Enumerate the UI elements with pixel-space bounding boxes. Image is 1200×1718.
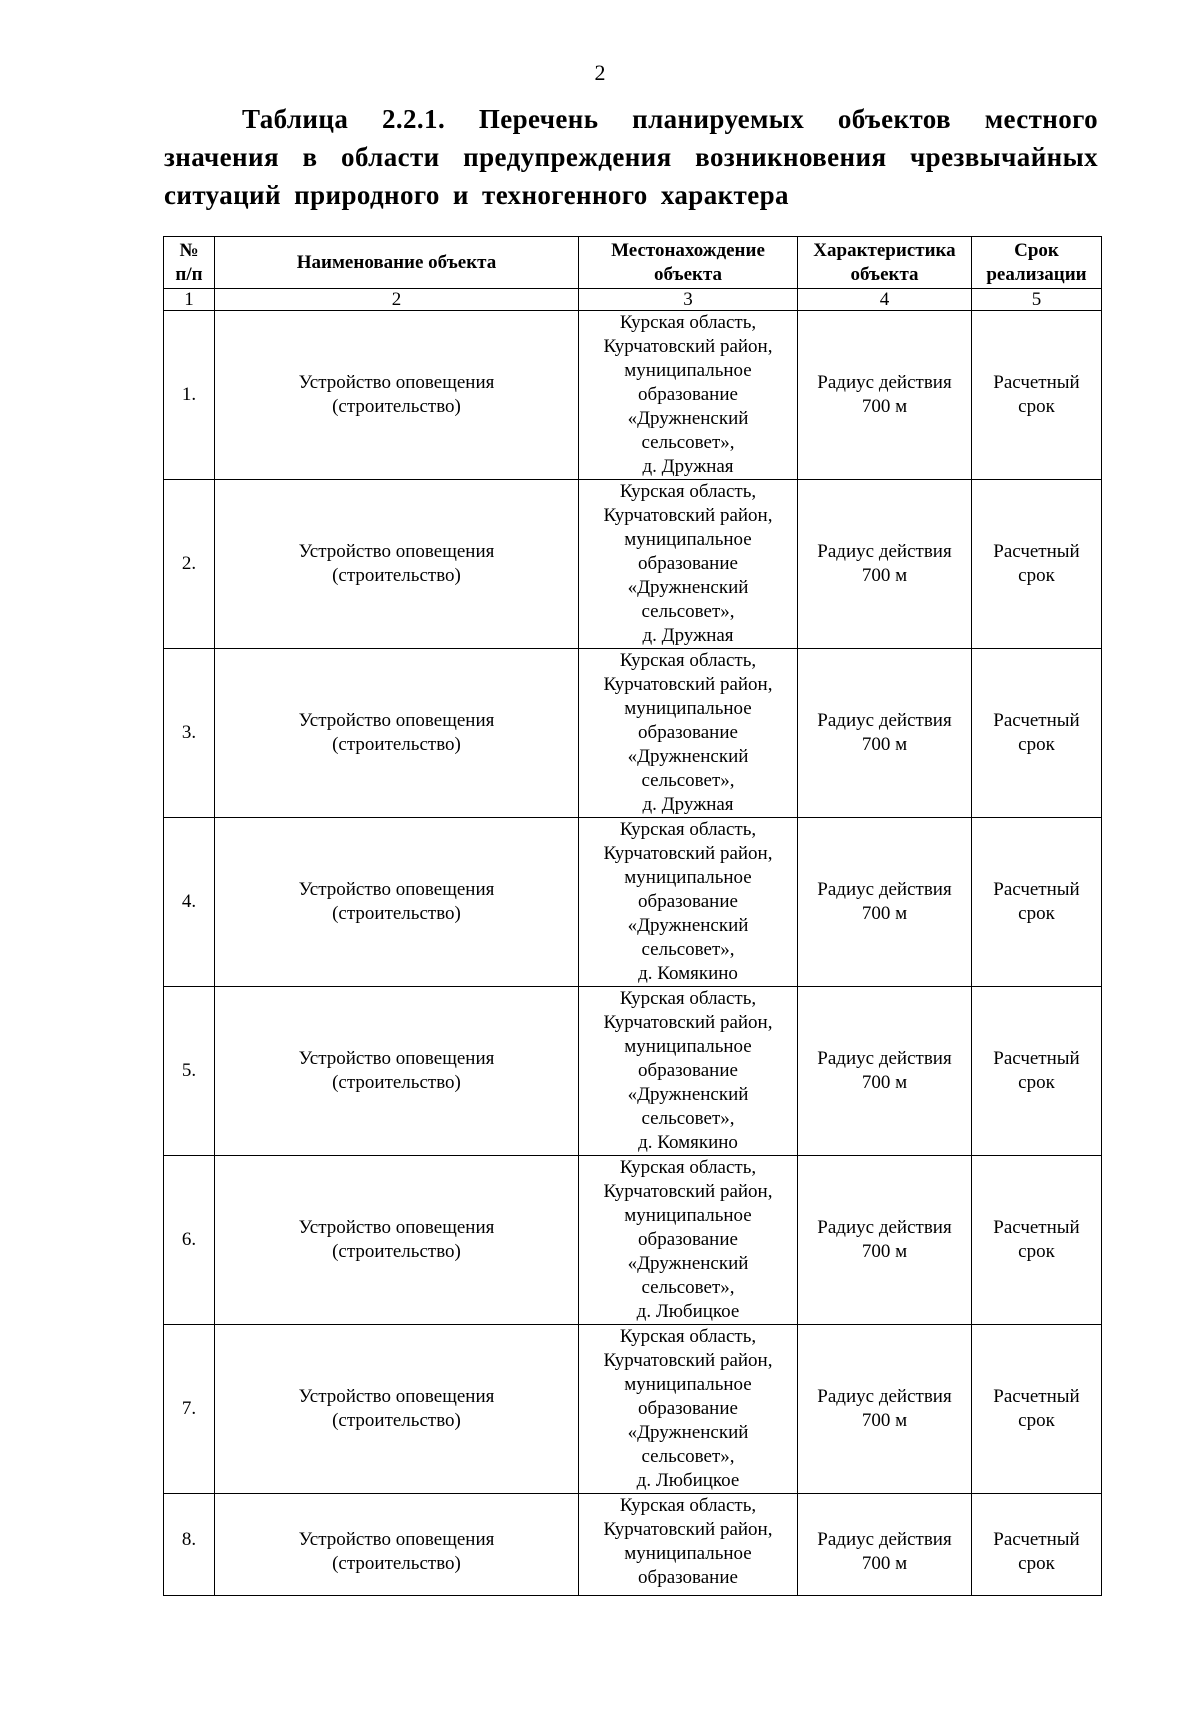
cell-location — [579, 987, 798, 1156]
cell-line: Устройство оповещения — [298, 710, 495, 731]
cell-line: 700 м — [861, 1553, 908, 1574]
cell-characteristic — [798, 818, 972, 987]
cell-line: Курская область, — [619, 819, 757, 840]
cell-line: Радиус действия — [817, 372, 952, 393]
cell-line: «Дружненский — [627, 915, 749, 936]
cell-line: Курчатовский район, — [603, 336, 773, 357]
cell-line: Курская область, — [619, 312, 757, 333]
cell-term — [972, 1325, 1102, 1494]
cell-name — [215, 1156, 579, 1325]
cell-line: (строительство) — [332, 1072, 461, 1093]
cell-name — [215, 311, 579, 480]
table-row — [164, 987, 1102, 1156]
cell-line: 700 м — [861, 1241, 908, 1262]
cell-line: Устройство оповещения — [298, 1529, 495, 1550]
cell-num: 7. — [164, 1325, 215, 1494]
cell-line: образование — [638, 891, 738, 912]
cell-characteristic — [798, 480, 972, 649]
cell-line: д. Дружная — [642, 625, 734, 646]
cell-characteristic — [798, 649, 972, 818]
cell-line: Курчатовский район, — [603, 674, 773, 695]
cell-term — [972, 987, 1102, 1156]
cell-line: д. Комякино — [638, 1132, 738, 1153]
cell-characteristic — [798, 1325, 972, 1494]
cell-line: срок — [1018, 1410, 1055, 1431]
cell-line: Радиус действия — [817, 710, 952, 731]
table-body — [164, 311, 1102, 1596]
cell-line: муниципальное — [624, 867, 752, 888]
cell-line: (строительство) — [332, 396, 461, 417]
cell-line: образование — [638, 1229, 738, 1250]
cell-location — [579, 1325, 798, 1494]
table-row — [164, 818, 1102, 987]
cell-line: «Дружненский — [627, 1422, 749, 1443]
cell-characteristic — [798, 1494, 972, 1596]
cell-line: образование — [638, 1567, 738, 1588]
cell-name — [215, 1325, 579, 1494]
cell-line: Курская область, — [619, 1157, 757, 1178]
cell-line: образование — [638, 722, 738, 743]
cell-line: (строительство) — [332, 1241, 461, 1262]
cell-line: срок — [1018, 734, 1055, 755]
column-number: 3 — [579, 289, 798, 311]
cell-line: Расчетный — [993, 1386, 1080, 1407]
cell-term — [972, 818, 1102, 987]
cell-location — [579, 818, 798, 987]
column-number: 1 — [164, 289, 215, 311]
cell-line: образование — [638, 1060, 738, 1081]
cell-line: Устройство оповещения — [298, 372, 495, 393]
cell-line: Радиус действия — [817, 1217, 952, 1238]
cell-characteristic — [798, 987, 972, 1156]
cell-line: «Дружненский — [627, 1253, 749, 1274]
header-num: № п/п — [164, 237, 215, 289]
column-number: 4 — [798, 289, 972, 311]
table-row — [164, 480, 1102, 649]
cell-line: Радиус действия — [817, 541, 952, 562]
cell-num: 2. — [164, 480, 215, 649]
column-number: 5 — [972, 289, 1102, 311]
cell-num: 5. — [164, 987, 215, 1156]
cell-line: Устройство оповещения — [298, 1386, 495, 1407]
table-row — [164, 649, 1102, 818]
cell-line: (строительство) — [332, 565, 461, 586]
cell-line: Курчатовский район, — [603, 1181, 773, 1202]
cell-line: сельсовет», — [641, 1108, 735, 1129]
cell-line: Расчетный — [993, 541, 1080, 562]
table-title: Таблица 2.2.1. Перечень планируемых объектов местного значения в области предупреждения возникновения чрезвычайных ситуаций природного и техногенного характера — [164, 104, 1098, 210]
cell-line: Радиус действия — [817, 1529, 952, 1550]
cell-line: Радиус действия — [817, 879, 952, 900]
cell-line: Расчетный — [993, 1529, 1080, 1550]
header-location: Местонахождение объекта — [579, 237, 798, 289]
cell-line: Расчетный — [993, 372, 1080, 393]
column-number-row — [164, 289, 1102, 311]
cell-name — [215, 818, 579, 987]
cell-location — [579, 649, 798, 818]
column-number: 2 — [215, 289, 579, 311]
cell-line: «Дружненский — [627, 746, 749, 767]
table-row — [164, 1494, 1102, 1596]
cell-line: Курская область, — [619, 1495, 757, 1516]
cell-line: муниципальное — [624, 1543, 752, 1564]
cell-location — [579, 480, 798, 649]
cell-line: д. Дружная — [642, 456, 734, 477]
cell-line: «Дружненский — [627, 1084, 749, 1105]
table-row — [164, 1325, 1102, 1494]
cell-line: Расчетный — [993, 710, 1080, 731]
cell-line: д. Любицкое — [636, 1301, 740, 1322]
cell-line: «Дружненский — [627, 408, 749, 429]
cell-line: Устройство оповещения — [298, 541, 495, 562]
cell-line: срок — [1018, 396, 1055, 417]
cell-line: образование — [638, 553, 738, 574]
cell-location — [579, 1156, 798, 1325]
cell-line: срок — [1018, 1072, 1055, 1093]
cell-line: Курчатовский район, — [603, 1012, 773, 1033]
cell-line: (строительство) — [332, 734, 461, 755]
cell-line: срок — [1018, 903, 1055, 924]
cell-line: сельсовет», — [641, 939, 735, 960]
cell-line: д. Дружная — [642, 794, 734, 815]
cell-num: 4. — [164, 818, 215, 987]
cell-line: Курская область, — [619, 988, 757, 1009]
cell-line: муниципальное — [624, 698, 752, 719]
cell-line: (строительство) — [332, 1553, 461, 1574]
cell-line: Устройство оповещения — [298, 879, 495, 900]
cell-line: муниципальное — [624, 1036, 752, 1057]
cell-line: сельсовет», — [641, 1446, 735, 1467]
cell-line: образование — [638, 384, 738, 405]
cell-line: образование — [638, 1398, 738, 1419]
cell-characteristic — [798, 311, 972, 480]
header-characteristic: Характеристика объекта — [798, 237, 972, 289]
cell-name — [215, 480, 579, 649]
cell-line: Устройство оповещения — [298, 1048, 495, 1069]
cell-line: срок — [1018, 1553, 1055, 1574]
cell-line: сельсовет», — [641, 770, 735, 791]
cell-term — [972, 649, 1102, 818]
cell-line: сельсовет», — [641, 432, 735, 453]
cell-line: Курская область, — [619, 481, 757, 502]
table-row — [164, 1156, 1102, 1325]
cell-term — [972, 480, 1102, 649]
header-name: Наименование объекта — [215, 237, 579, 289]
cell-line: Расчетный — [993, 1217, 1080, 1238]
cell-name — [215, 987, 579, 1156]
cell-line: Радиус действия — [817, 1386, 952, 1407]
cell-num: 8. — [164, 1494, 215, 1596]
cell-line: Курчатовский район, — [603, 505, 773, 526]
cell-num: 3. — [164, 649, 215, 818]
table-row — [164, 311, 1102, 480]
cell-name — [215, 649, 579, 818]
cell-line: Курчатовский район, — [603, 1519, 773, 1540]
cell-line: д. Любицкое — [636, 1470, 740, 1491]
cell-line: Радиус действия — [817, 1048, 952, 1069]
cell-line: Расчетный — [993, 879, 1080, 900]
cell-line: муниципальное — [624, 1374, 752, 1395]
cell-num: 1. — [164, 311, 215, 480]
cell-line: муниципальное — [624, 360, 752, 381]
cell-line: Курчатовский район, — [603, 1350, 773, 1371]
cell-characteristic — [798, 1156, 972, 1325]
cell-line: сельсовет», — [641, 601, 735, 622]
cell-line: Курская область, — [619, 650, 757, 671]
cell-line: 700 м — [861, 565, 908, 586]
cell-line: срок — [1018, 565, 1055, 586]
cell-location — [579, 311, 798, 480]
cell-line: 700 м — [861, 396, 908, 417]
cell-line: «Дружненский — [627, 577, 749, 598]
cell-line: муниципальное — [624, 1205, 752, 1226]
header-term: Срок реализации — [972, 237, 1102, 289]
cell-line: Устройство оповещения — [298, 1217, 495, 1238]
cell-line: Курчатовский район, — [603, 843, 773, 864]
cell-line: (строительство) — [332, 1410, 461, 1431]
cell-location — [579, 1494, 798, 1596]
cell-term — [972, 1156, 1102, 1325]
cell-line: 700 м — [861, 903, 908, 924]
cell-line: 700 м — [861, 1410, 908, 1431]
cell-line: Курская область, — [619, 1326, 757, 1347]
cell-line: д. Комякино — [638, 963, 738, 984]
objects-table — [163, 236, 1102, 1596]
cell-term — [972, 311, 1102, 480]
page-number: 2 — [594, 60, 606, 85]
cell-line: муниципальное — [624, 529, 752, 550]
cell-line: Расчетный — [993, 1048, 1080, 1069]
cell-line: (строительство) — [332, 903, 461, 924]
cell-line: 700 м — [861, 734, 908, 755]
table-header-row — [164, 237, 1102, 289]
cell-line: срок — [1018, 1241, 1055, 1262]
cell-num: 6. — [164, 1156, 215, 1325]
cell-line: сельсовет», — [641, 1277, 735, 1298]
cell-name — [215, 1494, 579, 1596]
cell-term — [972, 1494, 1102, 1596]
cell-line: 700 м — [861, 1072, 908, 1093]
